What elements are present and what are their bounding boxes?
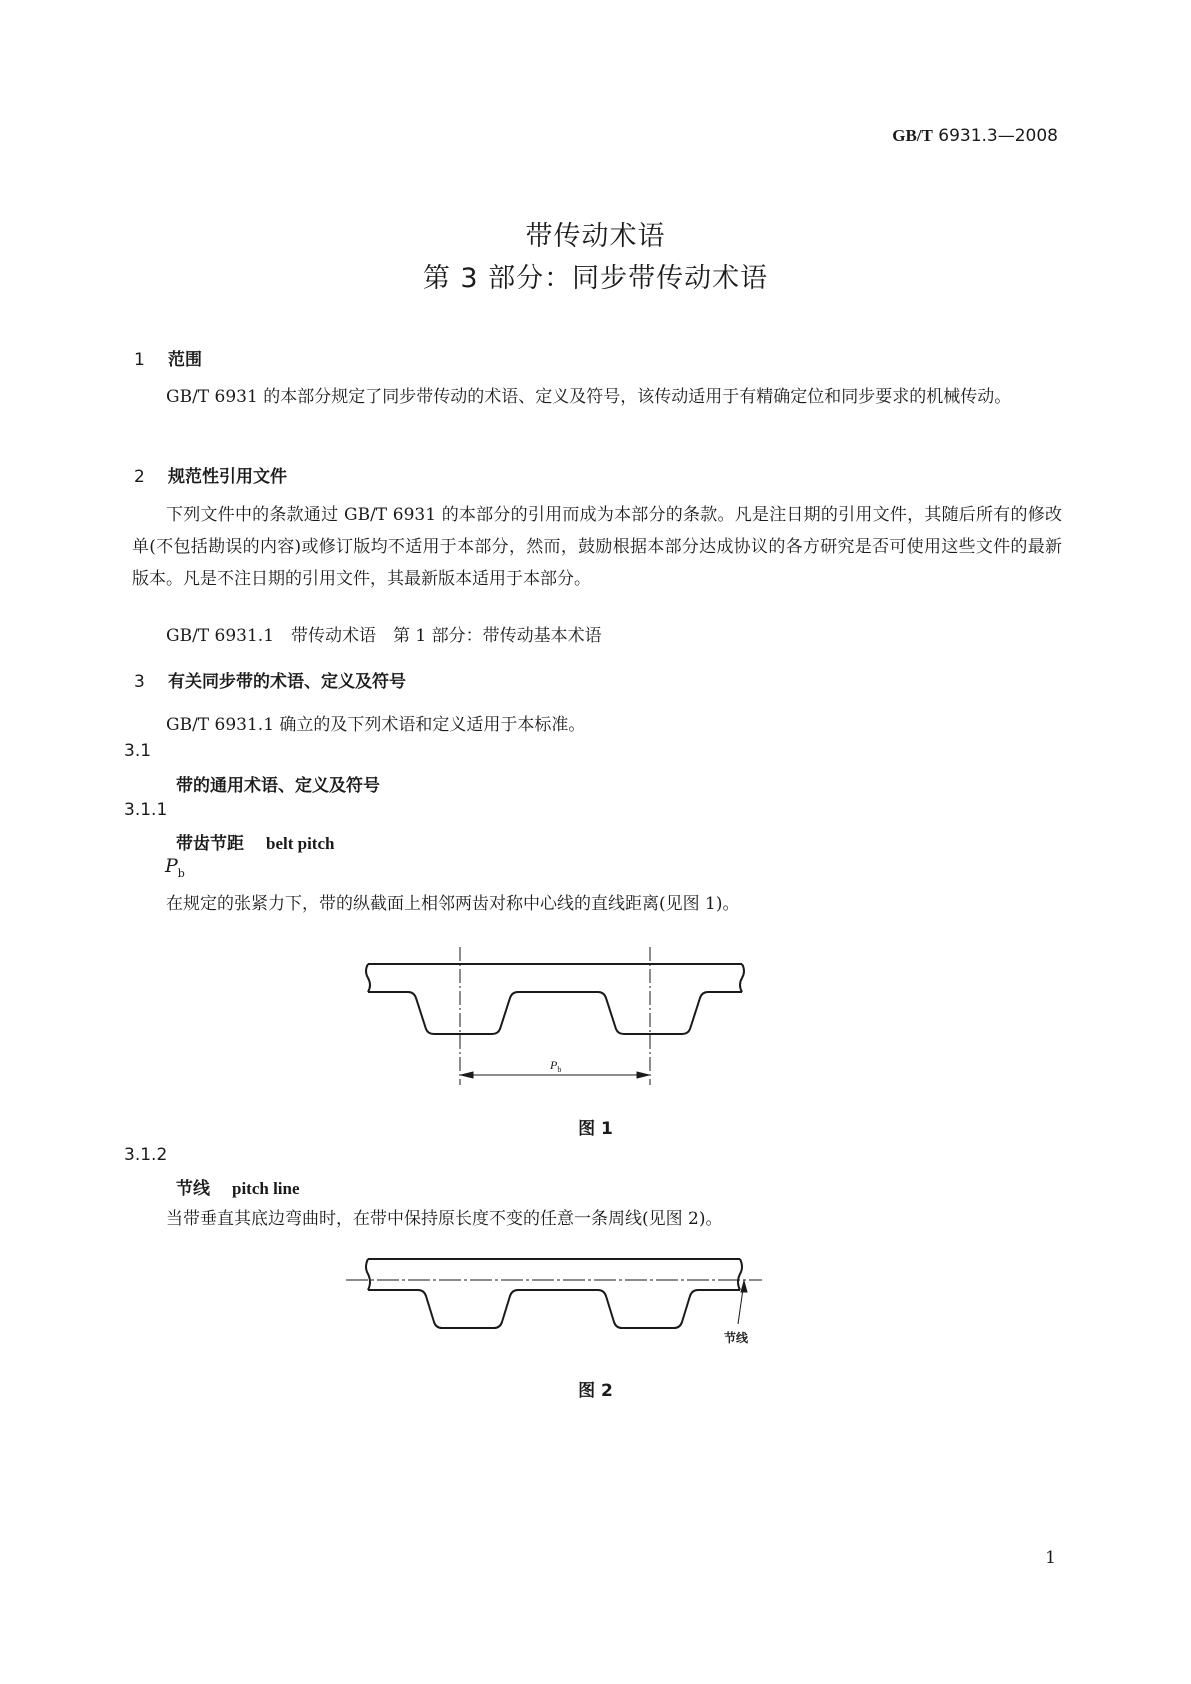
belt-tooth-profile bbox=[368, 992, 742, 1034]
term-zh: 带齿节距 bbox=[176, 834, 244, 854]
belt-right-break bbox=[740, 964, 744, 992]
figure-2-caption: 图 2 bbox=[578, 1381, 613, 1401]
section-1-heading bbox=[134, 345, 202, 370]
pitch-dimension-label: $P_b$ bbox=[550, 1058, 562, 1074]
section-title: 规范性引用文件 bbox=[168, 467, 287, 487]
section-2-paragraph: 下列文件中的条款通过 GB/T 6931 的本部分的引用而成为本部分的条款。凡是注日期的引用文件，其随后所有的修改单(不包括勘误的内容)或修订版均不适用于本部分，然而，鼓励根据本部分达成协议的各方研究是否可使用这些文件的最新版本。凡是不注日期的引用文件，其最新版本适用于本部分。 bbox=[132, 505, 1062, 589]
standard-number: 6931.3—2008 bbox=[938, 126, 1058, 146]
document-header bbox=[892, 126, 1058, 146]
normative-reference: GB/T 6931.1 带传动术语 第 1 部分：带传动基本术语 bbox=[166, 626, 602, 646]
leader-arrow bbox=[741, 1281, 747, 1292]
section-number: 2 bbox=[134, 467, 145, 487]
term-symbol: $P_b$ bbox=[165, 855, 185, 880]
belt-left-break bbox=[366, 1259, 370, 1290]
belt-tooth-profile bbox=[368, 1290, 740, 1328]
term-zh: 节线 bbox=[176, 1179, 210, 1199]
clause-3-1-2-number: 3.1.2 bbox=[124, 1145, 168, 1165]
term-en: belt pitch bbox=[266, 834, 335, 853]
section-number: 3 bbox=[134, 672, 145, 692]
pitch-line-callout: 节线 bbox=[724, 1331, 749, 1345]
figure-2-pitch-line-diagram bbox=[340, 1250, 780, 1350]
section-3-heading bbox=[134, 667, 406, 692]
document-title-line2: 第 3 部分：同步带传动术语 bbox=[422, 263, 769, 294]
document-title-line1: 带传动术语 bbox=[525, 221, 666, 252]
term-pitch-line bbox=[176, 1174, 300, 1199]
clause-3-1-title: 带的通用术语、定义及符号 bbox=[176, 776, 380, 796]
section-title: 范围 bbox=[168, 350, 202, 370]
dimension-arrow-right bbox=[637, 1072, 649, 1078]
clause-3-1-number: 3.1 bbox=[124, 741, 152, 761]
clause-3-1-1-number: 3.1.1 bbox=[124, 800, 168, 820]
section-1-paragraph: GB/T 6931 的本部分规定了同步带传动的术语、定义及符号，该传动适用于有精确定位和同步要求的机械传动。 bbox=[166, 387, 1012, 407]
section-2-heading bbox=[134, 462, 287, 487]
figure-1-belt-pitch-diagram bbox=[350, 945, 770, 1095]
figure-1-caption: 图 1 bbox=[578, 1119, 613, 1139]
belt-right-break bbox=[738, 1259, 742, 1290]
standard-prefix: GB/T bbox=[892, 126, 933, 145]
section-3-paragraph: GB/T 6931.1 确立的及下列术语和定义适用于本标准。 bbox=[166, 715, 586, 735]
section-number: 1 bbox=[134, 350, 145, 370]
belt-left-break bbox=[366, 964, 370, 992]
term-en: pitch line bbox=[232, 1179, 300, 1198]
page-number: 1 bbox=[1045, 1548, 1056, 1568]
term-definition: 当带垂直其底边弯曲时，在带中保持原长度不变的任意一条周线(见图 2)。 bbox=[166, 1209, 723, 1229]
section-title: 有关同步带的术语、定义及符号 bbox=[168, 672, 406, 692]
term-belt-pitch bbox=[176, 829, 334, 854]
dimension-arrow-left bbox=[461, 1072, 473, 1078]
term-definition: 在规定的张紧力下，带的纵截面上相邻两齿对称中心线的直线距离(见图 1)。 bbox=[166, 894, 740, 914]
